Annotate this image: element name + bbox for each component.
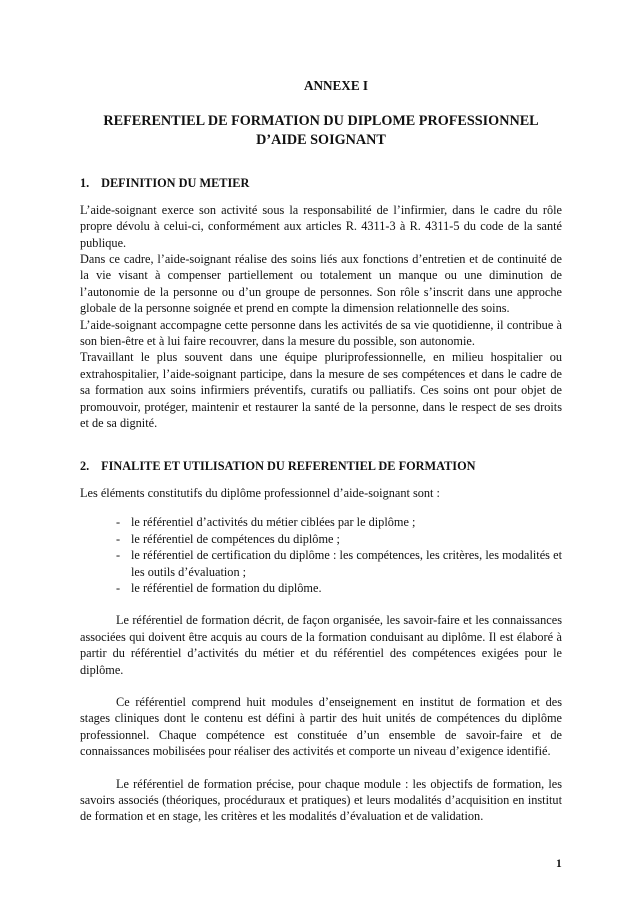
section-2-paragraph: Ce référentiel comprend huit modules d’enseignement en institut de formation et des stages cliniques dont le contenu est défini à partir des huit unités de compétences du diplôme professionnel. Chaque compétence est constituée d’un ensemble de savoir-faire et de connaissances mobilisées pour réaliser des activités et comporte un niveau d’exigence identifié. (80, 694, 562, 759)
section-2-heading (80, 458, 562, 474)
dash-bullet: - (116, 515, 121, 530)
components-list (80, 514, 562, 596)
title-line-2: D’AIDE SOIGNANT (256, 131, 386, 148)
list-item (116, 580, 562, 596)
section-2-intro: Les éléments constitutifs du diplôme professionnel d’aide-soignant sont : (80, 485, 440, 500)
dash-bullet: - (116, 580, 121, 595)
list-item (116, 514, 562, 530)
page-number: 1 (556, 858, 562, 870)
list-item (116, 547, 562, 580)
dash-bullet: - (116, 531, 121, 546)
section-2-paragraph: Le référentiel de formation précise, pour chaque module : les objectifs de formation, les savoirs associés (théoriques, procéduraux et pratiques) et leurs modalités d’acquisition en institut de formation et en stage, les critères et les modalités d’évaluation et de validation. (80, 776, 562, 824)
section-1-paragraph: Dans ce cadre, l’aide-soignant réalise des soins liés aux fonctions d’entretien et de continuité de la vie visant à compenser partiellement ou totalement un manque ou une diminution de l’autonomie de la personne ou d’un groupe de personnes. Son rôle s’inscrit dans une approche globale de la personne soignée et prend en compte la dimension relationnelle des soins. (80, 252, 562, 316)
title-line-1: REFERENTIEL DE FORMATION DU DIPLOME PROFESSIONNEL (103, 113, 539, 130)
document-page (80, 78, 562, 825)
document-title (80, 112, 562, 149)
section-1-heading (80, 175, 562, 191)
list-item-text: le référentiel de certification du diplôme : les compétences, les critères, les modalités et les outils d’évaluation ; (131, 548, 562, 579)
section-1-paragraph: L’aide-soignant accompagne cette personne dans les activités de sa vie quotidienne, il contribue à son bien-être et à lui faire recouvrer, dans la mesure du possible, son autonomie. (80, 317, 562, 349)
list-item-text: le référentiel de formation du diplôme. (131, 580, 322, 595)
section-2-number: 2. (80, 458, 90, 473)
list-item (116, 531, 562, 547)
annexe-label: ANNEXE I (303, 78, 369, 93)
section-2-paragraph: Le référentiel de formation décrit, de façon organisée, les savoir-faire et les connaissances associées qui doivent être acquis au cours de la formation conduisant au diplôme. Il est élaboré à partir du référentiel d’activités du métier et du référentiel des compétences exigées pour le diplôme. (80, 613, 562, 677)
section-1-body (80, 202, 562, 432)
dash-bullet: - (116, 548, 121, 563)
section-1-paragraph: Travaillant le plus souvent dans une équipe pluriprofessionnelle, en milieu hospitalier ou extrahospitalier, l’aide-soignant participe, dans la mesure de ses compétences et dans le cadre de sa formation aux soins infirmiers préventifs, curatifs ou palliatifs. Ces soins ont pour objet de promouvoir, protéger, maintenir et restaurer la santé de la personne, dans le respect de ses droits et de sa dignité. (80, 350, 562, 431)
section-1-paragraph: L’aide-soignant exerce son activité sous la responsabilité de l’infirmier, dans le cadre du rôle propre dévolu à celui-ci, conformément aux articles R. 4311-3 à R. 4311-5 du code de la santé publique. (80, 202, 562, 250)
list-item-text: le référentiel d’activités du métier ciblées par le diplôme ; (131, 515, 416, 530)
list-item-text: le référentiel de compétences du diplôme ; (131, 531, 340, 546)
section-2-title: FINALITE ET UTILISATION DU REFERENTIEL DE FORMATION (101, 458, 476, 473)
section-1-title: DEFINITION DU METIER (101, 176, 250, 191)
section-1-number: 1. (80, 176, 90, 191)
